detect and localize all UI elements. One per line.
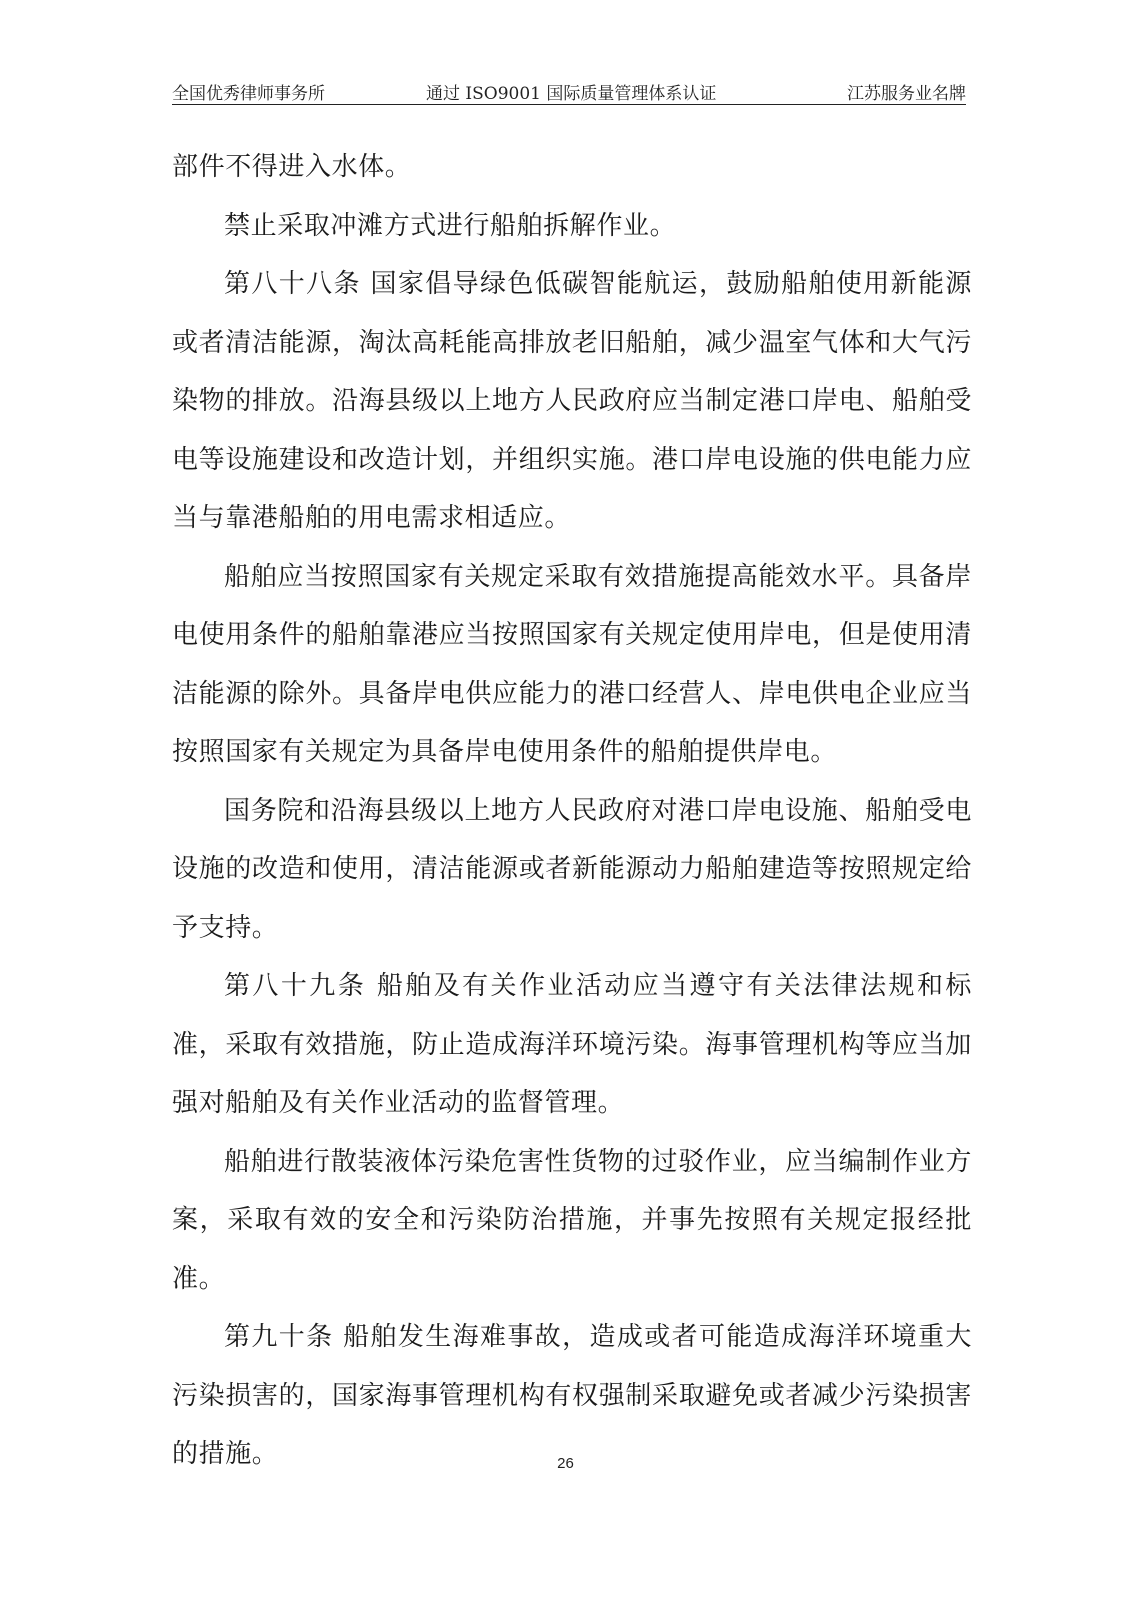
paragraph: 船舶进行散装液体污染危害性货物的过驳作业，应当编制作业方案，采取有效的安全和污染防治措施，并事先按照有关规定报经批准。 bbox=[172, 1146, 972, 1294]
document-body bbox=[172, 138, 972, 1484]
paragraph: 船舶应当按照国家有关规定采取有效措施提高能效水平。具备岸电使用条件的船舶靠港应当按照国家有关规定使用岸电，但是使用清洁能源的除外。具备岸电供应能力的港口经营人、岸电供电企业应当按照国家有关规定为具备岸电使用条件的船舶提供岸电。 bbox=[172, 561, 972, 767]
article-88: 第八十八条 国家倡导绿色低碳智能航运，鼓励船舶使用新能源或者清洁能源，淘汰高耗能高排放老旧船舶，减少温室气体和大气污染物的排放。沿海县级以上地方人民政府应当制定港口岸电、船舶受电等设施建设和改造计划，并组织实施。港口岸电设施的供电能力应当与靠港船舶的用电需求相适应。 bbox=[172, 269, 972, 533]
page-number: 26 bbox=[557, 1455, 574, 1472]
paragraph: 国务院和沿海县级以上地方人民政府对港口岸电设施、船舶受电设施的改造和使用，清洁能源或者新能源动力船舶建造等按照规定给予支持。 bbox=[172, 795, 972, 943]
article-90: 第九十条 船舶发生海难事故，造成或者可能造成海洋环境重大污染损害的，国家海事管理机构有权强制采取避免或者减少污染损害的措施。 bbox=[172, 1322, 972, 1469]
header-certification: 通过 ISO9001 国际质量管理体系认证 bbox=[426, 84, 717, 104]
article-89: 第八十九条 船舶及有关作业活动应当遵守有关法律法规和标准，采取有效措施，防止造成海洋环境污染。海事管理机构等应当加强对船舶及有关作业活动的监督管理。 bbox=[172, 971, 972, 1118]
paragraph: 禁止采取冲滩方式进行船舶拆解作业。 bbox=[224, 210, 677, 241]
page-header bbox=[172, 78, 966, 105]
header-firm-title: 全国优秀律师事务所 bbox=[172, 84, 325, 104]
paragraph-continuation: 部件不得进入水体。 bbox=[172, 152, 412, 182]
header-brand: 江苏服务业名牌 bbox=[847, 84, 966, 104]
